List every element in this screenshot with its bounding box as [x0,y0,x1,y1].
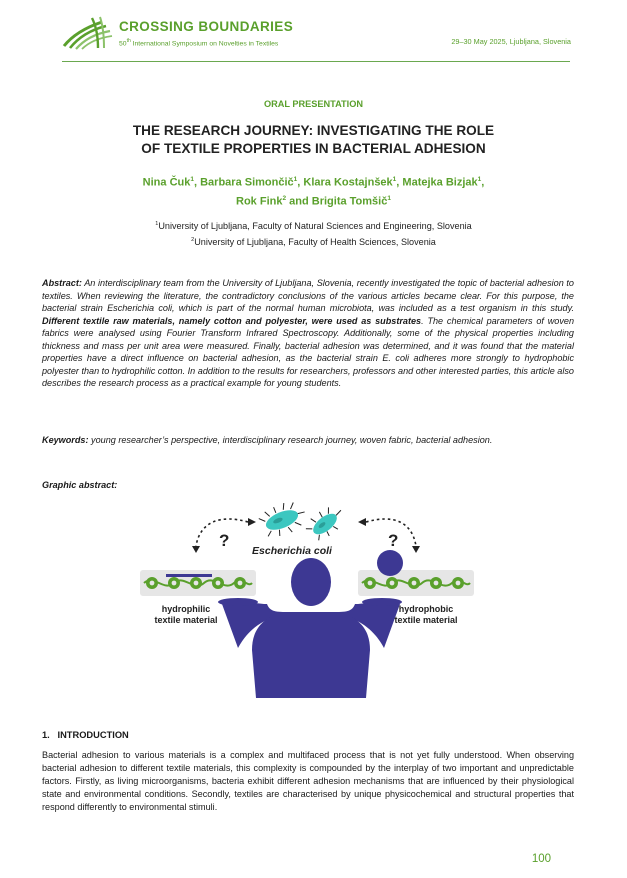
keywords: Keywords: young researcher’s perspective, interdisciplinary research journey, woven fabric, bacterial adhesion. [42,435,493,445]
right-label-line-1: hydrophobic [398,604,454,614]
abstract-label: Abstract: [42,278,82,288]
symposium-name: 50th International Symposium on Novelties in Textiles [119,38,279,48]
left-label-line-1: hydrophilic [161,604,211,614]
bacteria-label: Escherichia coli [252,545,332,557]
question-mark-right: ? [388,531,399,550]
author: Matejka Bizjak [402,176,478,189]
left-label-line-2: textile material [154,615,218,625]
author-line-2: Rok Fink$^2$ and Brigita Tomšič$^1$ [236,194,391,208]
author: Barbara Simončič [200,176,294,189]
introduction-paragraph: Bacterial adhesion to various materials is a complex and multifaced process that is not yet fully understood. When observing bacterial adhesion to different textile materials, this complexity is compounded by the interplay of two important and unpredictable factors. Firstly, as living microorganisms, bacteria exhibit different adhesion mechanisms that are influenced by their physiological state and environmental conditions. Secondly, textiles are characterised by unique physicochemical and structural properties that respond differently to environmental stimuli. [42,750,574,812]
paper-title [60,122,567,158]
question-mark-left: ? [219,531,230,550]
bacterium-icon [303,501,349,545]
date-location: 29–30 May 2025, Ljubljana, Slovenia [451,37,571,46]
author: Klara Kostajnšek [303,176,393,189]
author-line-1: Nina Čuk$^1$, Barbara Simončič$^1$, Klara Kostajnšek$^1$, Matejka Bizjak$^1$, [142,176,485,189]
abstract: Abstract: An interdisciplinary team from the University of Ljubljana, Slovenia, recently investigated the topic of bacterial adhesion to textiles. When reviewing the literature, the contradictory conclusions of the various articles became clear. For this purpose, the bacterial strain Escherichia coli, which is part of the normal human microbiota, was included as a test organism in this study. Different textile raw materials, namely cotton and polyester, were used as substrates. The chemical parameters of woven fabrics were analysed using Fourier Transform Infrared Spectroscopy. Additionally, some of the physical properties including thickness and mass per unit area were measured. Finally, bacterial adhesion was determined, and it was found that the material properties have a direct influence on bacterial adhesion, as the bacterial strain E. coli adheres more strongly to hydrophobic polyester than to hydrophilic cotton. In addition to the results for researchers, professors and other interested parties, this article also describes the research process as a practical example for young students. [42,278,575,388]
affiliations [60,217,567,249]
presentation-type: ORAL PRESENTATION [263,99,364,109]
section-heading: 1. INTRODUCTION [42,730,129,740]
graphic-abstract-label: Graphic abstract: [42,480,118,490]
author: Nina Čuk [142,176,191,189]
page-number: 100 [531,853,551,865]
title-line-1: THE RESEARCH JOURNEY: INVESTIGATING THE ROLE [132,123,495,138]
title-line-2: OF TEXTILE PROPERTIES IN BACTERIAL ADHESION [141,141,486,156]
right-label-line-2: textile material [394,615,458,625]
affiliation-1: $^1$University of Ljubljana, Faculty of Natural Sciences and Engineering, Slovenia [155,221,472,232]
author-list [60,172,567,209]
hydrophobic-fabric-tray [358,550,474,596]
affiliation-2: $^2$University of Ljubljana, Faculty of Health Sciences, Slovenia [191,237,436,248]
author: Brigita Tomšič [311,195,388,208]
graphic-abstract-figure [130,500,500,700]
keywords-label: Keywords: [42,435,89,445]
adhered-bacterium [377,550,403,576]
author: Rok Fink [236,195,283,208]
brand-title: CROSSING BOUNDARIES [119,19,294,34]
bacterium-icon [257,500,310,542]
crossing-boundaries-logo [62,14,114,50]
header-divider [62,61,570,62]
hydrophilic-fabric-tray [140,570,256,596]
